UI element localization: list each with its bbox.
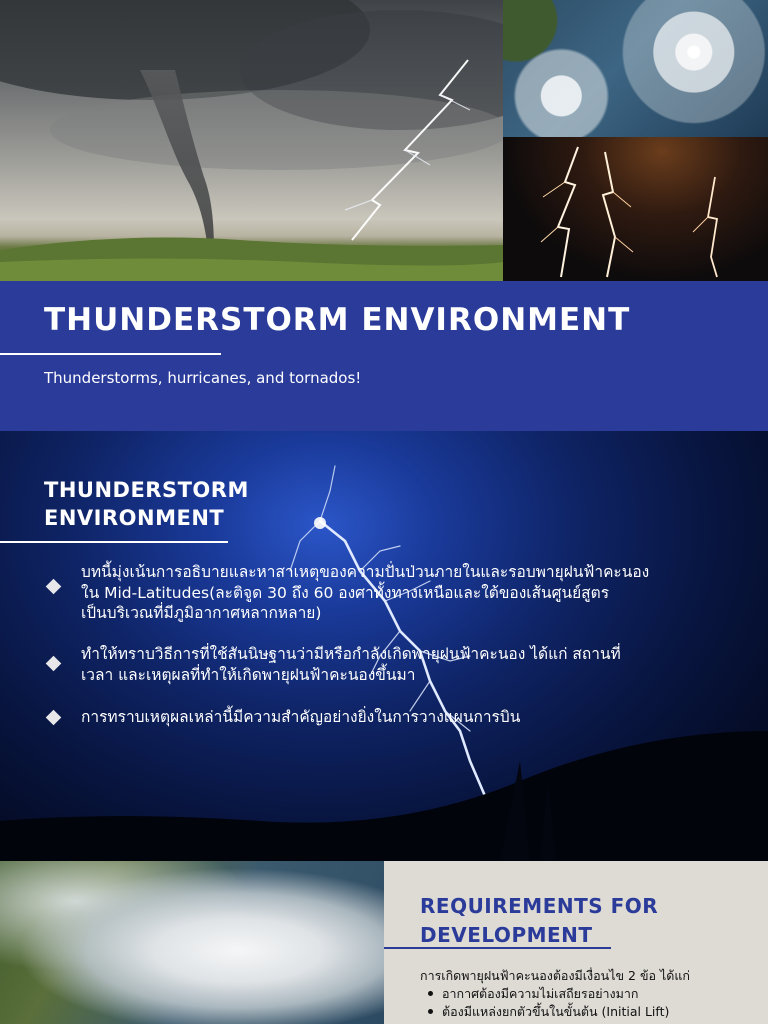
section-heading-line2: ENVIRONMENT bbox=[44, 506, 225, 530]
section-divider bbox=[0, 541, 228, 543]
page-subtitle: Thunderstorms, hurricanes, and tornados! bbox=[44, 369, 362, 387]
bullet-text-line: การทราบเหตุผลเหล่านี้มีความสำคัญอย่างยิ่งในการวางแผนการบิน bbox=[81, 708, 521, 726]
bullet-text-line: เวลา และเหตุผลที่ทำให้เกิดพายุฝนฟ้าคะนองขึ้นมา bbox=[81, 665, 416, 684]
bullet-dot-icon bbox=[428, 1009, 433, 1014]
list-item bbox=[428, 1003, 669, 1021]
requirements-list bbox=[428, 985, 669, 1021]
bullet-text-line: ใน Mid-Latitudes(ละติจูด 30 ถึง 60 องศาทั้งทางเหนือและใต้ของเส้นศูนย์สูตร bbox=[81, 583, 610, 602]
requirements-divider bbox=[384, 947, 611, 949]
requirements-heading-line2: DEVELOPMENT bbox=[420, 923, 593, 947]
list-item-text: ต้องมีแหล่งยกตัวขึ้นในขั้นต้น (Initial Lift) bbox=[442, 1004, 670, 1019]
title-divider bbox=[0, 353, 221, 355]
bullet-text-line: บทนี้มุ่งเน้นการอธิบายและหาสาเหตุของความปั่นป่วนภายในและรอบพายุฝนฟ้าคะนอง bbox=[81, 563, 650, 581]
section-heading bbox=[44, 476, 249, 532]
bullet-text-line: เป็นบริเวณที่มีภูมิอากาศหลากหลาย) bbox=[81, 604, 322, 622]
bullet-dot-icon bbox=[428, 991, 433, 996]
section-heading-line1: THUNDERSTORM bbox=[44, 478, 249, 502]
list-item bbox=[428, 985, 669, 1003]
bullet-text bbox=[81, 707, 741, 728]
tornado-lightning-photo bbox=[0, 0, 503, 281]
cloud-satellite-photo bbox=[0, 861, 384, 1024]
requirements-intro: การเกิดพายุฝนฟ้าคะนองต้องมีเงื่อนไข 2 ข้อ ได้แก่ bbox=[420, 968, 690, 983]
bullet-text bbox=[81, 644, 741, 685]
bullet-text-line: ทำให้ทราบวิธีการที่ใช้สันนิษฐานว่ามีหรือกำลังเกิดพายุฝนฟ้าคะนอง ได้แก่ สถานที่ bbox=[81, 645, 621, 663]
bullet-text bbox=[81, 562, 741, 624]
requirements-heading-line1: REQUIREMENTS FOR bbox=[420, 894, 659, 918]
page-title: THUNDERSTORM ENVIRONMENT bbox=[44, 302, 631, 338]
hurricane-satellite-photo bbox=[503, 0, 768, 137]
requirements-heading bbox=[420, 892, 658, 950]
lightning-bolts-photo bbox=[503, 137, 768, 281]
list-item-text: อากาศต้องมีความไม่เสถียรอย่างมาก bbox=[442, 986, 639, 1001]
